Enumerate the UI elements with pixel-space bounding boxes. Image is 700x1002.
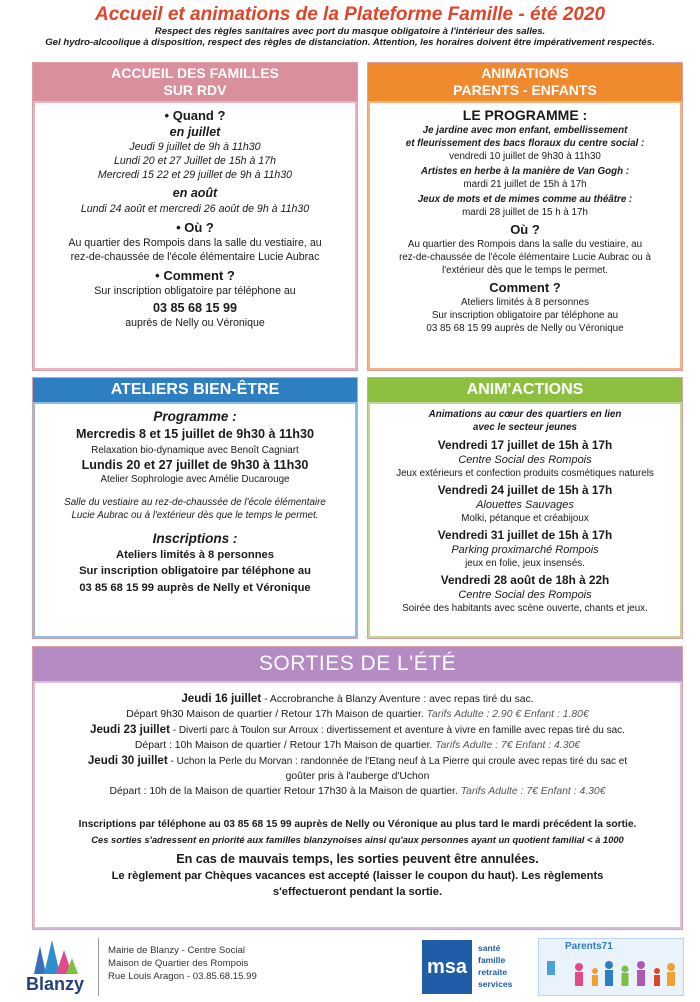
animations-programme: LE PROGRAMME : — [462, 107, 588, 123]
animactions-event-3: Vendredi 31 juillet de 15h à 17h — [437, 528, 613, 542]
sortie-1-depart — [35, 707, 680, 722]
footer-address-line-1: Mairie de Blanzy - Centre Social — [108, 945, 246, 956]
animations-comment-line-2: Sur inscription obligatoire par téléphone au — [431, 310, 619, 321]
animations-p2-title: Artistes en herbe à la manière de Van Gogh : — [420, 166, 630, 177]
panel-sorties-header — [33, 647, 682, 681]
page-header — [0, 4, 700, 48]
panel-sorties-title: SORTIES DE L'ÉTÉ — [258, 652, 457, 675]
sorties-reglement-1: Le règlement par Chèques vacances est accepté (laisser le coupon du haut). Les règlements — [111, 870, 604, 882]
accueil-aout: en août — [172, 186, 218, 200]
panel-animations-body — [368, 101, 682, 370]
animations-ou-line-2: rez-de-chaussée de l'école élémentaire Lucie Aubrac ou à — [399, 252, 651, 263]
ateliers-session-1: Mercredis 8 et 15 juillet de 9h30 à 11h30 — [75, 427, 314, 441]
sortie-2-depart — [35, 738, 680, 753]
accueil-comment-line-1: Sur inscription obligatoire par téléphone au — [94, 285, 296, 297]
blanzy-logo-icon — [22, 936, 92, 976]
ateliers-session-2: Lundis 20 et 27 juillet de 9h30 à 11h30 — [81, 458, 309, 472]
ateliers-programme: Programme : — [153, 409, 237, 424]
accueil-date-4: Lundi 24 août et mercredi 26 août de 9h à 11h30 — [80, 203, 310, 215]
parents71-logo — [538, 938, 684, 996]
animactions-event-4-desc: Soirée des habitants avec scène ouverte, chants et jeux. — [402, 603, 648, 614]
msa-word-famille: famille — [478, 955, 506, 965]
accueil-comment-line-2: auprès de Nelly ou Véronique — [125, 317, 265, 329]
sorties-inscriptions: Inscriptions par téléphone au 03 85 68 15 99 auprès de Nelly ou Véronique au plus tard le mardi précédent la sortie. — [78, 819, 637, 830]
accueil-date-3: Mercredi 15 22 et 29 juillet de 9h à 11h30 — [97, 169, 293, 181]
panel-sorties — [32, 646, 683, 930]
footer-address-line-3: Rue Louis Aragon - 03.85.68.15.99 — [108, 971, 257, 982]
sortie-1-tarif: Tarifs Adulte : 2.90 € Enfant : 1.80€ — [426, 709, 589, 720]
animactions-event-3-desc: jeux en folie, jeux insensés. — [465, 558, 585, 569]
sortie-3-depart — [35, 784, 680, 799]
panel-animations-title-1: ANIMATIONS — [481, 65, 569, 81]
accueil-comment: • Comment ? — [155, 268, 235, 283]
animations-p1-date: vendredi 10 juillet de 9h30 à 11h30 — [449, 151, 601, 162]
accueil-ou-line-1: Au quartier des Rompois dans la salle du vestiaire, au — [68, 237, 322, 249]
sortie-3-desc-2: goûter pris à l'auberge d'Uchon — [285, 771, 430, 782]
panel-accueil-body — [33, 101, 357, 370]
sortie-3-tarif: Tarifs Adulte : 7€ Enfant : 4.30€ — [460, 786, 606, 797]
sortie-2-date: Jeudi 23 juillet — [90, 723, 170, 736]
sortie-2-tarif: Tarifs Adulte : 7€ Enfant : 4.30€ — [435, 740, 581, 751]
panel-animactions-body — [368, 402, 682, 638]
animations-p3-date: mardi 28 juillet de 15 h à 17h — [462, 207, 588, 218]
footer-address — [108, 944, 257, 983]
animactions-event-2: Vendredi 24 juillet de 15h à 17h — [437, 483, 613, 497]
header-gel-line: Gel hydro-alcoolique à disposition, respect des règles de distanciation. Attention, les horaires doivent être impérativement respectés. — [45, 37, 655, 48]
sortie-2 — [35, 722, 680, 738]
sortie-1-desc: - Accrobranche à Blanzy Aventure : avec repas tiré du sac. — [261, 694, 534, 705]
accueil-date-2: Lundi 20 et 27 Juillet de 15h à 17h — [114, 155, 276, 167]
accueil-date-1: Jeudi 9 juillet de 9h à 11h30 — [129, 141, 261, 153]
panel-animations-title-2: PARENTS - ENFANTS — [453, 82, 597, 98]
sortie-1-date: Jeudi 16 juillet — [181, 692, 262, 705]
msa-logo-words — [478, 942, 512, 990]
animations-ou-line-1: Au quartier des Rompois dans la salle du vestiaire, au — [407, 239, 643, 250]
header-sanitary-line: Respect des règles sanitaires avec port du masque obligatoire à l'intérieur des salles. — [154, 26, 546, 37]
sorties-reglement-2: s'effectueront pendant la sortie. — [272, 886, 443, 898]
animactions-event-2-desc: Molki, pétanque et créabijoux — [461, 513, 589, 524]
ateliers-insc-line-2: Sur inscription obligatoire par téléphone au — [79, 565, 311, 577]
blanzy-logo — [22, 936, 92, 998]
ateliers-session-2-desc: Atelier Sophrologie avec Amélie Ducarouge — [100, 474, 290, 485]
sortie-3-depart-text: Départ : 10h de la Maison de quartier Retour 17h30 à la Maison de quartier. — [109, 786, 461, 797]
panel-ateliers-body — [33, 402, 357, 638]
msa-word-sante: santé — [478, 943, 501, 953]
blanzy-logo-text: Blanzy — [26, 974, 85, 994]
sortie-3 — [35, 753, 680, 769]
panel-ateliers-header — [33, 378, 357, 402]
sortie-3-desc: - Uchon la Perle du Morvan : randonnée de l'Etang neuf à La Pierre qui croule avec repas tiré du sac et — [167, 756, 628, 767]
panel-ateliers-title: ATELIERS BIEN-ÊTRE — [110, 381, 280, 398]
animactions-event-2-lieu: Alouettes Sauvages — [476, 499, 574, 511]
ateliers-insc-line-1: Ateliers limités à 8 personnes — [116, 549, 274, 561]
panel-animactions-header — [368, 378, 682, 402]
panel-animactions-title: ANIM'ACTIONS — [466, 381, 584, 398]
sortie-2-depart-text: Départ : 10h Maison de quartier / Retour 17h Maison de quartier. — [134, 740, 436, 751]
animations-p3-title: Jeux de mots et de mimes comme au théâtre : — [417, 194, 633, 205]
animations-comment-line-3: 03 85 68 15 99 auprès de Nelly ou Véronique — [426, 323, 624, 334]
animactions-event-4-lieu: Centre Social des Rompois — [458, 589, 592, 601]
accueil-ou: • Où ? — [176, 220, 214, 235]
animations-p2-date: mardi 21 juillet de 15h à 17h — [463, 179, 587, 190]
page-title: Accueil et animations de la Plateforme Famille - été 2020 — [94, 4, 606, 25]
msa-logo-mark: msa — [422, 940, 472, 994]
animactions-event-3-lieu: Parking proximarché Rompois — [451, 544, 599, 556]
accueil-phone: 03 85 68 15 99 — [152, 301, 238, 315]
panel-animations-header — [368, 63, 682, 101]
animations-comment-line-1: Ateliers limités à 8 personnes — [461, 297, 589, 308]
page-footer — [0, 932, 700, 1002]
ateliers-inscriptions: Inscriptions : — [152, 531, 238, 546]
animations-p1-line-1: Je jardine avec mon enfant, embellissement — [422, 125, 628, 136]
footer-divider — [98, 938, 99, 996]
panel-animations — [367, 62, 683, 371]
animations-ou-line-3: l'extérieur dès que le temps le permet. — [442, 265, 608, 276]
panel-accueil-title-2: SUR RDV — [163, 82, 227, 98]
accueil-ou-line-2: rez-de-chaussée de l'école élémentaire Lucie Aubrac — [70, 251, 320, 263]
animactions-intro-1: Animations au cœur des quartiers en lien — [428, 409, 622, 420]
msa-logo — [422, 940, 526, 994]
sorties-priorite: Ces sorties s'adressent en priorité aux familles blanzynoises ainsi qu'aux personnes ayant un quotient familial < à 1000 — [91, 834, 624, 845]
sortie-1-depart-text: Départ 9h30 Maison de quartier / Retour 17h Maison de quartier. — [126, 709, 427, 720]
ateliers-session-1-desc: Relaxation bio-dynamique avec Benoît Cagniart — [91, 445, 299, 456]
ateliers-insc-line-3: 03 85 68 15 99 auprès de Nelly et Véronique — [79, 582, 311, 594]
panel-accueil-title-1: ACCUEIL DES FAMILLES — [111, 65, 279, 81]
animations-comment: Comment ? — [489, 280, 561, 295]
sortie-3-date: Jeudi 30 juillet — [87, 754, 168, 767]
accueil-juillet: en juillet — [169, 125, 221, 139]
animactions-event-1-desc: Jeux extérieurs et confection produits cosmétiques naturels — [396, 468, 654, 479]
sortie-2-desc: - Diverti parc à Toulon sur Arroux : divertissement et aventure à vivre en famille avec repas tiré du sac. — [169, 725, 625, 736]
panel-animactions — [367, 377, 683, 639]
msa-word-services: services — [478, 979, 513, 989]
animations-p1-line-2: et fleurissement des bacs floraux du centre social : — [405, 138, 645, 149]
sortie-1 — [35, 691, 680, 707]
parents71-logo-text: Parents71 — [565, 941, 613, 952]
msa-word-retraite: retraite — [478, 967, 508, 977]
animations-ou: Où ? — [510, 222, 540, 237]
footer-address-line-2: Maison de Quartier des Rompois — [108, 958, 249, 969]
sorties-meteo: En cas de mauvais temps, les sorties peuvent être annulées. — [176, 852, 539, 866]
ateliers-lieu-2: Lucie Aubrac ou à l'extérieur dès que le temps le permet. — [71, 510, 319, 521]
accueil-quand: • Quand ? — [164, 108, 226, 123]
family-figures-icon — [539, 955, 683, 995]
panel-ateliers — [32, 377, 358, 639]
panel-accueil — [32, 62, 358, 371]
animactions-event-1: Vendredi 17 juillet de 15h à 17h — [437, 438, 613, 452]
panel-accueil-header — [33, 63, 357, 101]
animactions-intro-2: avec le secteur jeunes — [472, 422, 578, 433]
ateliers-lieu-1: Salle du vestiaire au rez-de-chaussée de l'école élémentaire — [64, 497, 326, 508]
animactions-event-1-lieu: Centre Social des Rompois — [458, 454, 592, 466]
panel-sorties-body — [33, 681, 682, 929]
animactions-event-4: Vendredi 28 août de 18h à 22h — [440, 573, 610, 587]
